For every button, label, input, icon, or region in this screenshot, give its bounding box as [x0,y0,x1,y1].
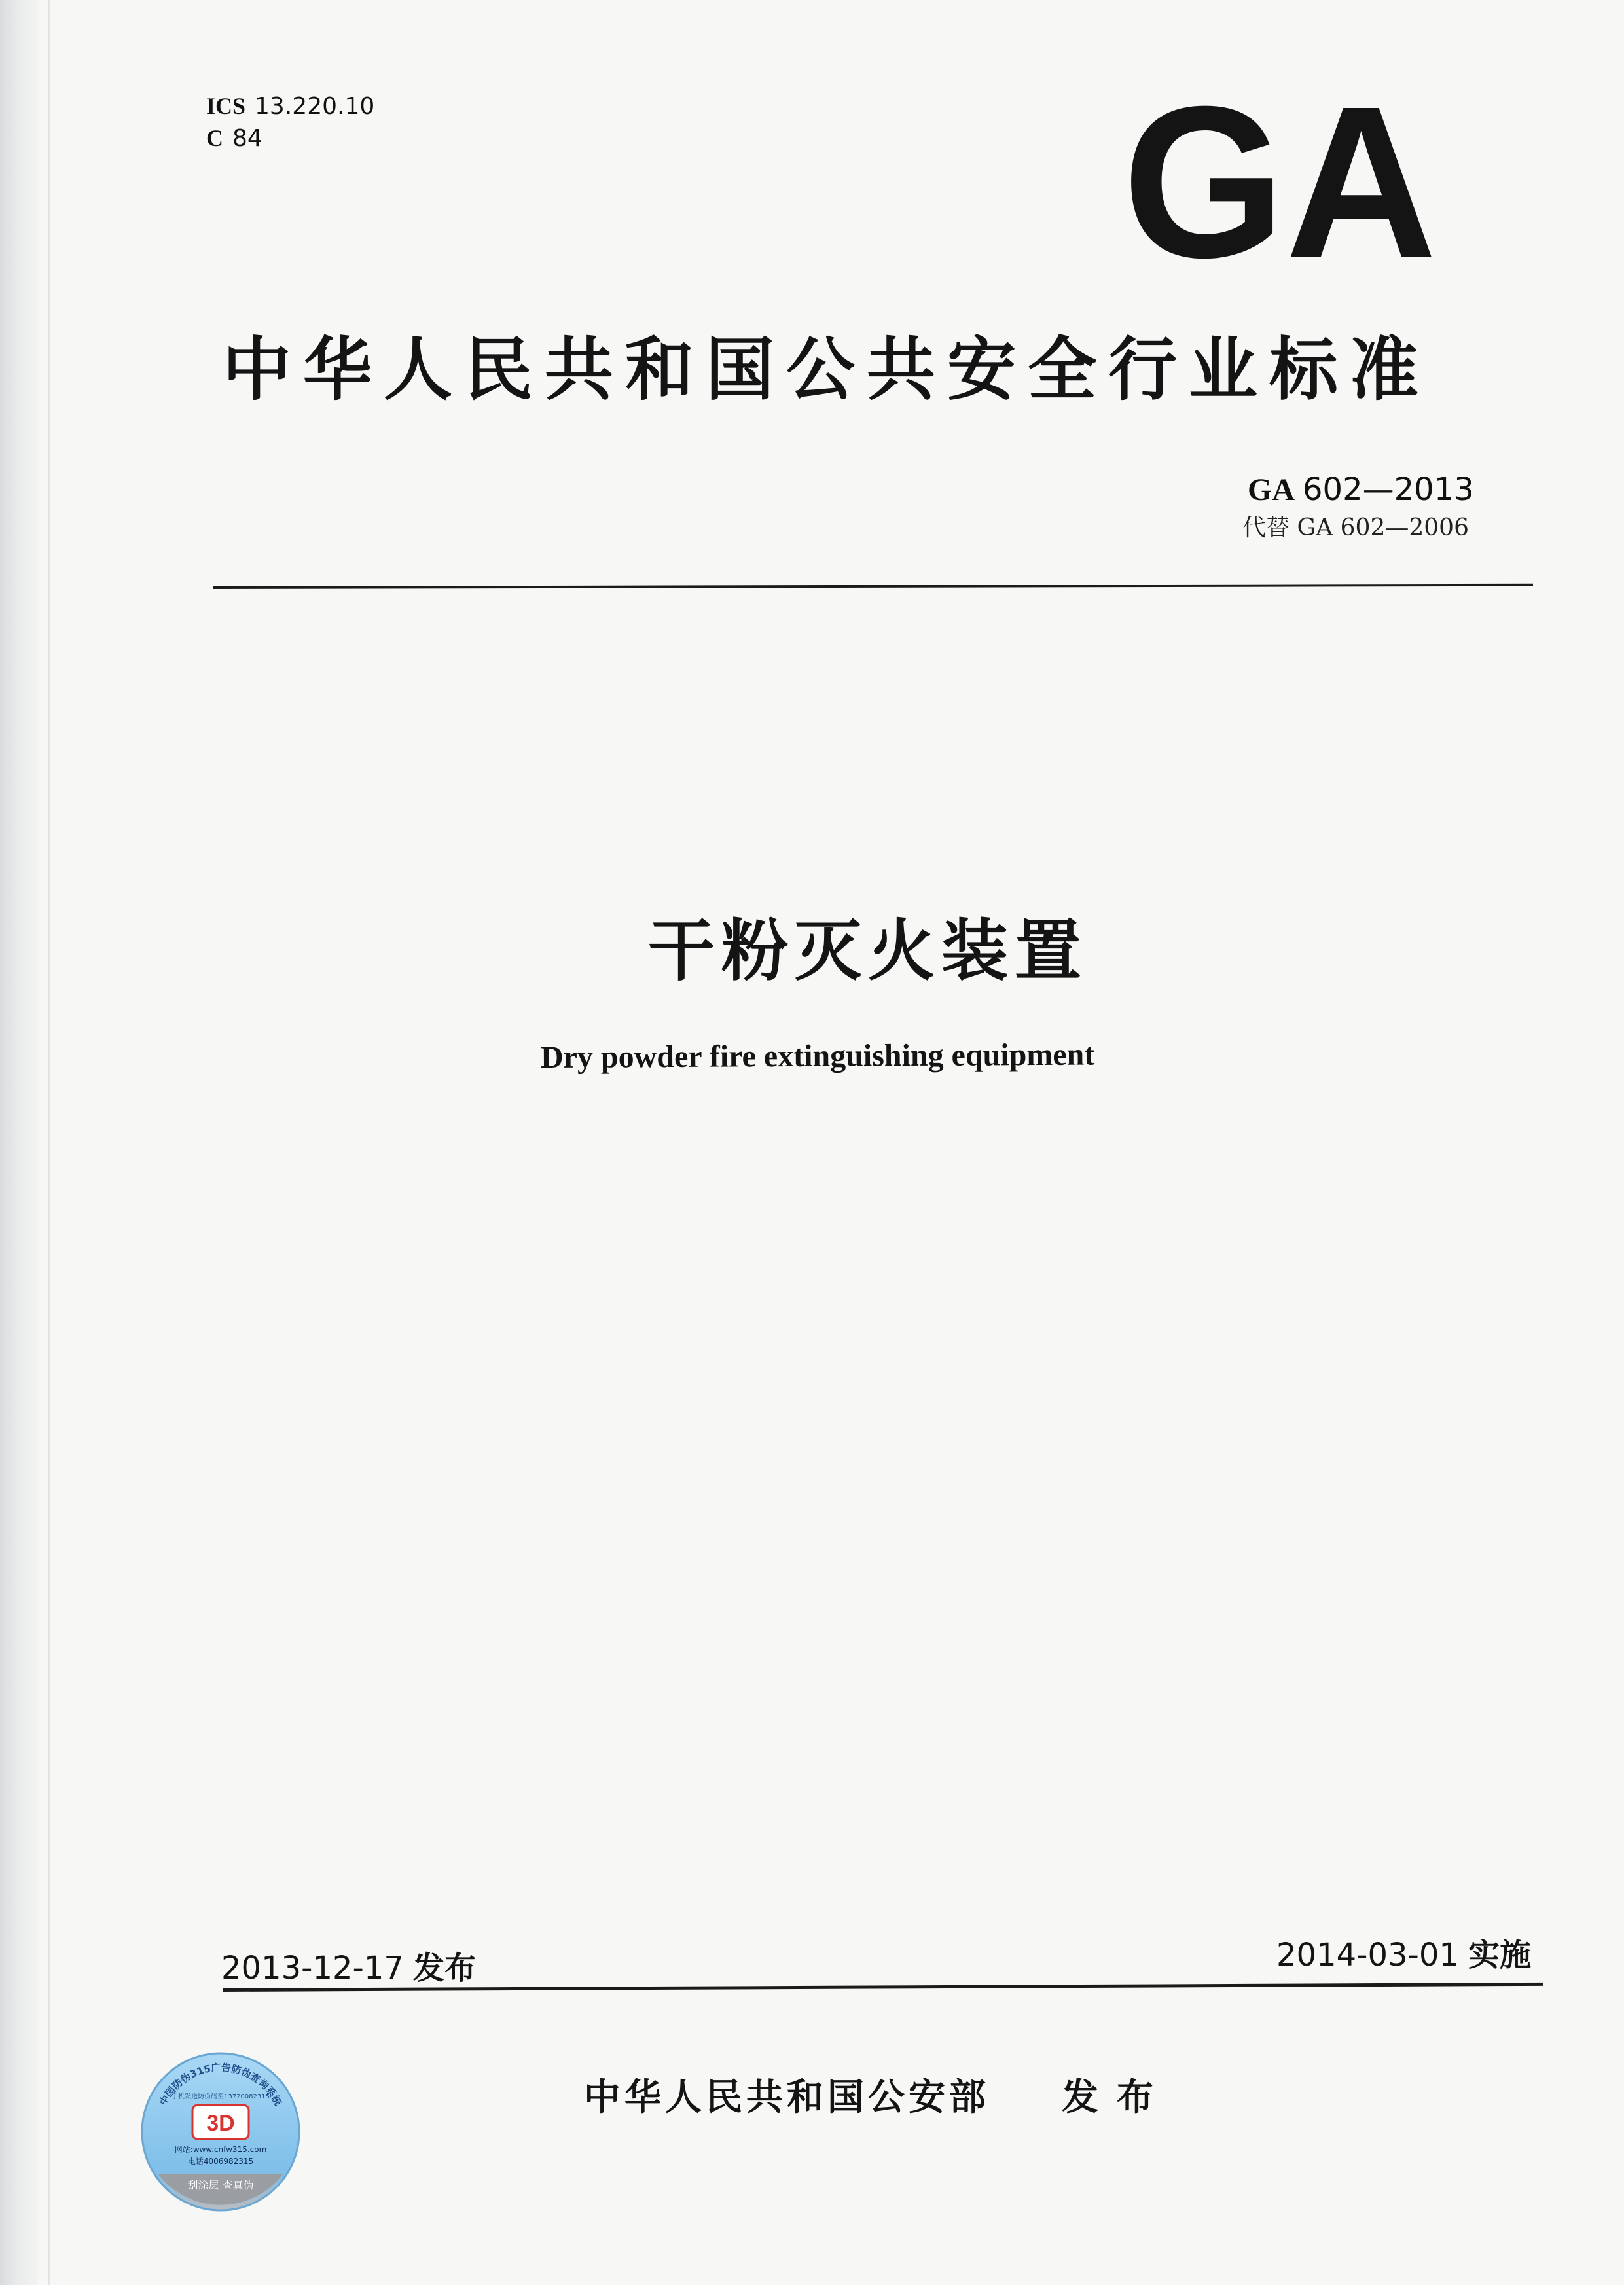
publisher-action: 发布 [1062,2076,1172,2119]
ics-code [206,90,374,122]
ics-label: ICS [206,93,246,119]
anti-counterfeit-sticker [139,2050,302,2214]
document-title-en: Dry powder fire extinguishing equipment [540,1037,1095,1075]
ga-logo-text: GA [1123,98,1437,262]
ccs-value: 84 [232,125,262,152]
classification-codes [206,90,374,154]
sticker-instruction: 刮涂层 查真伪 [187,2179,254,2191]
scan-page-edge [0,0,38,2285]
standard-prefix: GA [1248,473,1295,507]
issue-date-label: 发布 [412,1950,476,1987]
sticker-arc-text: 中国防伪315广告防伪查询系统 [157,2061,284,2108]
effective-date-label: 实施 [1468,1937,1531,1973]
effective-date-value: 2014-03-01 [1276,1937,1459,1973]
ics-value: 13.220.10 [255,93,375,120]
sticker-phone: 电话4006982315 [187,2157,254,2166]
standard-code: 602—2013 [1303,471,1474,508]
sticker-logo-letters: 3D [206,2111,235,2136]
issue-date-value: 2013-12-17 [221,1950,404,1987]
document-title-cn: 干粉灭火装置 [648,912,1088,990]
sticker-code-text: 手机发送防伪码至13720082315 [171,2093,270,2100]
scan-edge-line [48,0,50,2285]
ccs-code [206,122,374,154]
ga-logo [1119,98,1440,262]
issue-date [221,1943,476,1988]
ccs-label: C [206,125,223,151]
header-divider [213,584,1533,589]
publisher [584,2068,1172,2121]
publisher-name: 中华人民共和国公安部 [584,2076,990,2119]
standard-category-title: 中华人民共和国公共安全行业标准 [223,330,1431,410]
effective-date [1276,1930,1531,1975]
standard-number [1248,471,1474,508]
replaced-standard: 代替 GA 602—2006 [1242,514,1469,541]
sticker-website: 网站:www.cnfw315.com [174,2145,267,2154]
